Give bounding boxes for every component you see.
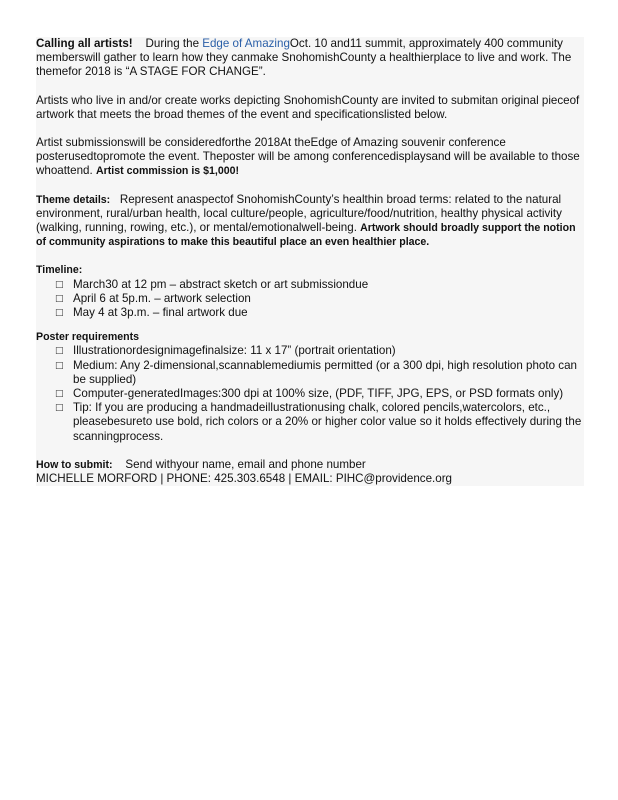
- bullet-icon: □: [55, 389, 64, 400]
- list-item: [36, 387, 584, 401]
- timeline-item-text: April 6 at 5p.m. – artwork selection: [73, 291, 251, 305]
- poster-item-text: Illustrationordesignimagefinalsize: 11 x 17” (portrait orientation): [73, 344, 396, 358]
- list-item: [36, 344, 584, 358]
- theme-text: Represent anaspectof SnohomishCounty’s healthin broad terms: related to the natural environment, rural/urban health, local culture/people, agriculture/food/nutrition, healthy physical activity (walking, running, rowing, etc.), or mental/emotionalwell-being.: [36, 192, 562, 235]
- commission-text: Artist commission is $1,000!: [95, 165, 240, 178]
- list-item: [36, 278, 584, 292]
- submit-paragraph: [36, 458, 584, 472]
- consideration-text: Artist submissionswill be consideredforthe 2018At theEdge of Amazing souvenir conference posterusedtopromote the event. Theposter will be among conferencedisplaysand will be available to those whoattend.: [36, 136, 580, 178]
- poster-item-text: Computer-generatedImages:300 dpi at 100% size, (PDF, TIFF, JPG, EPS, or PSD formats only): [73, 387, 564, 401]
- bullet-icon: □: [55, 360, 64, 371]
- contact-line: MICHELLE MORFORD | PHONE: 425.303.6548 | EMAIL: PIHC@providence.org: [36, 472, 452, 486]
- poster-item-text: Medium: Any 2-dimensional,scannablemediumis permitted (or a 300 dpi, high resolution photo can be supplied): [73, 358, 577, 386]
- invite-paragraph: Artists who live in and/or create works depicting SnohomishCounty are invited to submitan original pieceof artwork that meets the broad themes of the event and specificationslisted below.: [36, 93, 580, 121]
- bullet-icon: □: [55, 346, 64, 357]
- intro-text-after-link: Oct. 10 and11 summit, approximately 400 community memberswill gather to learn how they canmake SnohomishCounty a healthierplace to live and work. The themefor 2018 is “A STAGE FOR CHANGE”.: [36, 37, 572, 79]
- bullet-icon: □: [55, 293, 64, 304]
- poster-requirements-list: [36, 344, 584, 443]
- list-item: [36, 306, 584, 320]
- intro-text-before-link: During the: [145, 37, 203, 50]
- bullet-icon: □: [55, 308, 64, 319]
- theme-paragraph: [36, 193, 584, 250]
- consideration-paragraph: [36, 136, 584, 179]
- theme-label: Theme details:: [36, 193, 111, 206]
- poster-item-text: Tip: If you are producing a handmadeillustrationusing chalk, colored pencils,watercolors, etc., pleasebesureto use bold, rich colors or a 20% or higher color value so it holds effectively during the scanningprocess.: [73, 401, 582, 443]
- intro-heading: Calling all artists!: [36, 37, 133, 50]
- timeline-item-text: May 4 at 3p.m. – final artwork due: [73, 306, 248, 320]
- timeline-list: [36, 278, 584, 321]
- timeline-item-text: March30 at 12 pm – abstract sketch or art submissiondue: [73, 277, 369, 291]
- theme-bold-tail: Artwork should broadly support the notion of community aspirations to make this beautiful place an even healthier place.: [36, 222, 576, 249]
- list-item: [36, 359, 584, 387]
- poster-requirements-label: Poster requirements: [36, 331, 140, 344]
- list-item: [36, 401, 584, 444]
- submit-label: How to submit:: [36, 458, 113, 471]
- submit-text: Send withyour name, email and phone number: [125, 457, 366, 471]
- bullet-icon: □: [55, 403, 64, 414]
- bullet-icon: □: [55, 279, 64, 290]
- list-item: [36, 292, 584, 306]
- flyer-body: [36, 37, 584, 486]
- intro-paragraph: [36, 37, 584, 80]
- edge-of-amazing-link[interactable]: Edge of Amazing: [202, 37, 290, 50]
- timeline-label: Timeline:: [36, 264, 83, 277]
